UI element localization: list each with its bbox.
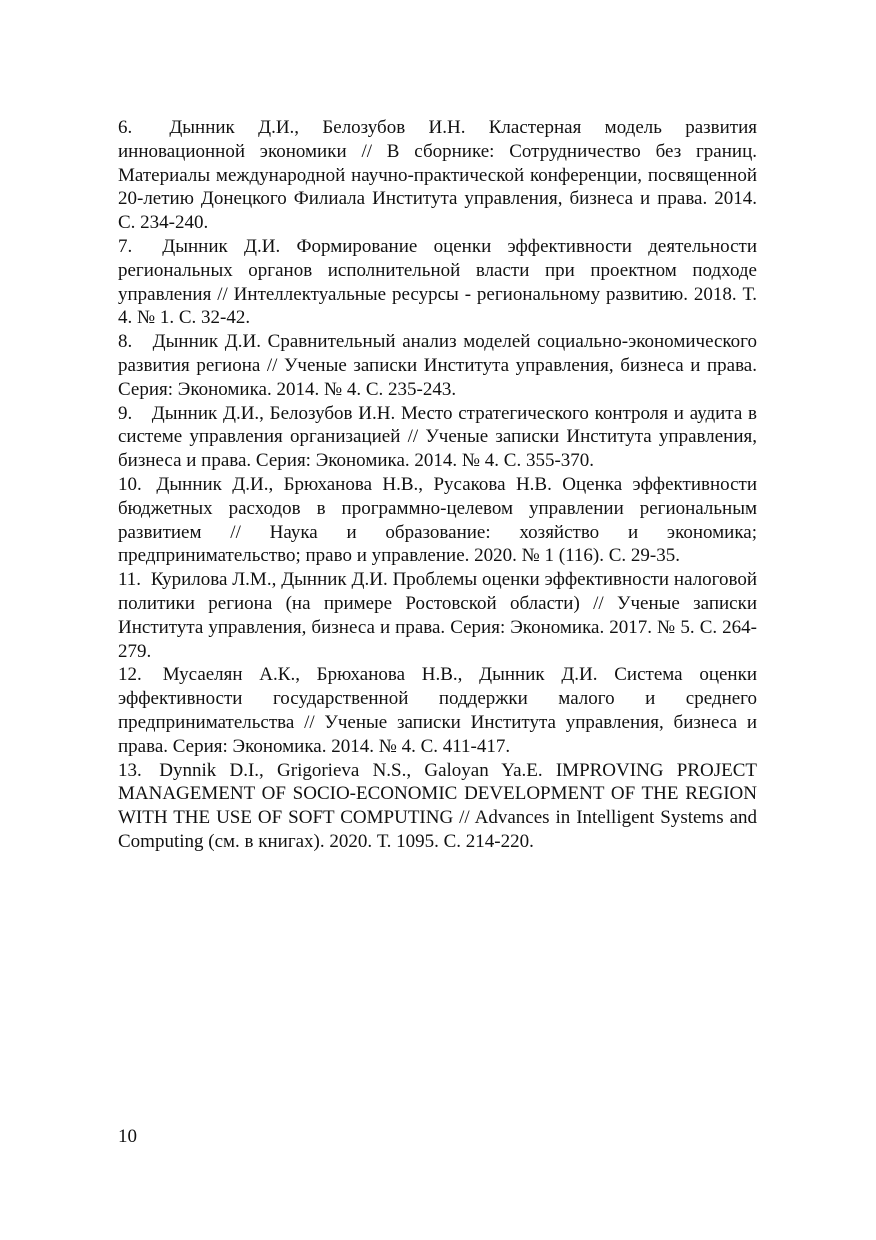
page-number: 10: [118, 1126, 137, 1147]
reference-list: [118, 116, 757, 854]
reference-text: Дынник Д.И. Сравнительный анализ моделей социально-экономического развития региона // Ученые записки Института управления, бизнеса и права. Серия: Экономика. 2014. № 4. С. 235-243.: [118, 331, 757, 400]
reference-number: 11.: [118, 569, 142, 591]
reference-text: Мусаелян А.К., Брюханова Н.В., Дынник Д.И. Система оценки эффективности государственной поддержки малого и среднего предпринимательства // Ученые записки Института управления, бизнеса и права. Серия: Экономика. 2014. № 4. С. 411-417.: [118, 664, 757, 757]
reference-text: Дынник Д.И. Формирование оценки эффективности деятельности региональных органов исполнительной власти при проектном подходе управления // Интеллектуальные ресурсы - региональному развитию. 2018. Т. 4. № 1. С. 32-42.: [118, 235, 758, 329]
reference-item-12: [118, 663, 757, 758]
reference-text: Дынник Д.И., Белозубов И.Н. Кластерная модель развития инновационной экономики // В сборнике: Сотрудничество без границ. Материалы международной научно-практической конференции, посвященной 20-летию Донецкого Филиала Института управления, бизнеса и права. 2014. С. 234-240.: [118, 117, 758, 234]
reference-item-11: [118, 568, 757, 663]
reference-text: Dynnik D.I., Grigorieva N.S., Galoyan Ya.E. IMPROVING PROJECT MANAGEMENT OF SOCIO-ECONOMIC DEVELOPMENT OF THE REGION WITH THE USE OF SOFT COMPUTING // Advances in Intelligent Systems and Computing (см. в книгах). 2020. Т. 1095. С. 214-220.: [118, 759, 757, 852]
reference-number: 9.: [118, 402, 133, 424]
reference-item-9: [118, 402, 757, 473]
reference-number: 6.: [118, 117, 133, 138]
reference-number: 10.: [118, 473, 142, 495]
reference-number: 13.: [118, 759, 142, 781]
reference-item-10: [118, 473, 757, 568]
reference-number: 7.: [118, 235, 133, 257]
reference-text: Курилова Л.М., Дынник Д.И. Проблемы оценки эффективности налоговой политики региона (на примере Ростовской области) // Ученые записки Института управления, бизнеса и права. Серия: Экономика. 2017. № 5. С. 264-279.: [118, 569, 757, 662]
reference-text: Дынник Д.И., Брюханова Н.В., Русакова Н.В. Оценка эффективности бюджетных расходов в программно-целевом управлении региональным развитием // Наука и образование: хозяйство и экономика; предпринимательство; право и управление. 2020. № 1 (116). С. 29-35.: [118, 473, 757, 567]
reference-item-13: [118, 759, 757, 854]
reference-item-8: [118, 330, 757, 401]
reference-item-6: [118, 116, 757, 235]
reference-text: Дынник Д.И., Белозубов И.Н. Место стратегического контроля и аудита в системе управления организацией // Ученые записки Института управления, бизнеса и права. Серия: Экономика. 2014. № 4. С. 355-370.: [118, 402, 758, 472]
reference-number: 8.: [118, 331, 133, 353]
reference-number: 12.: [118, 664, 142, 686]
reference-item-7: [118, 235, 757, 330]
